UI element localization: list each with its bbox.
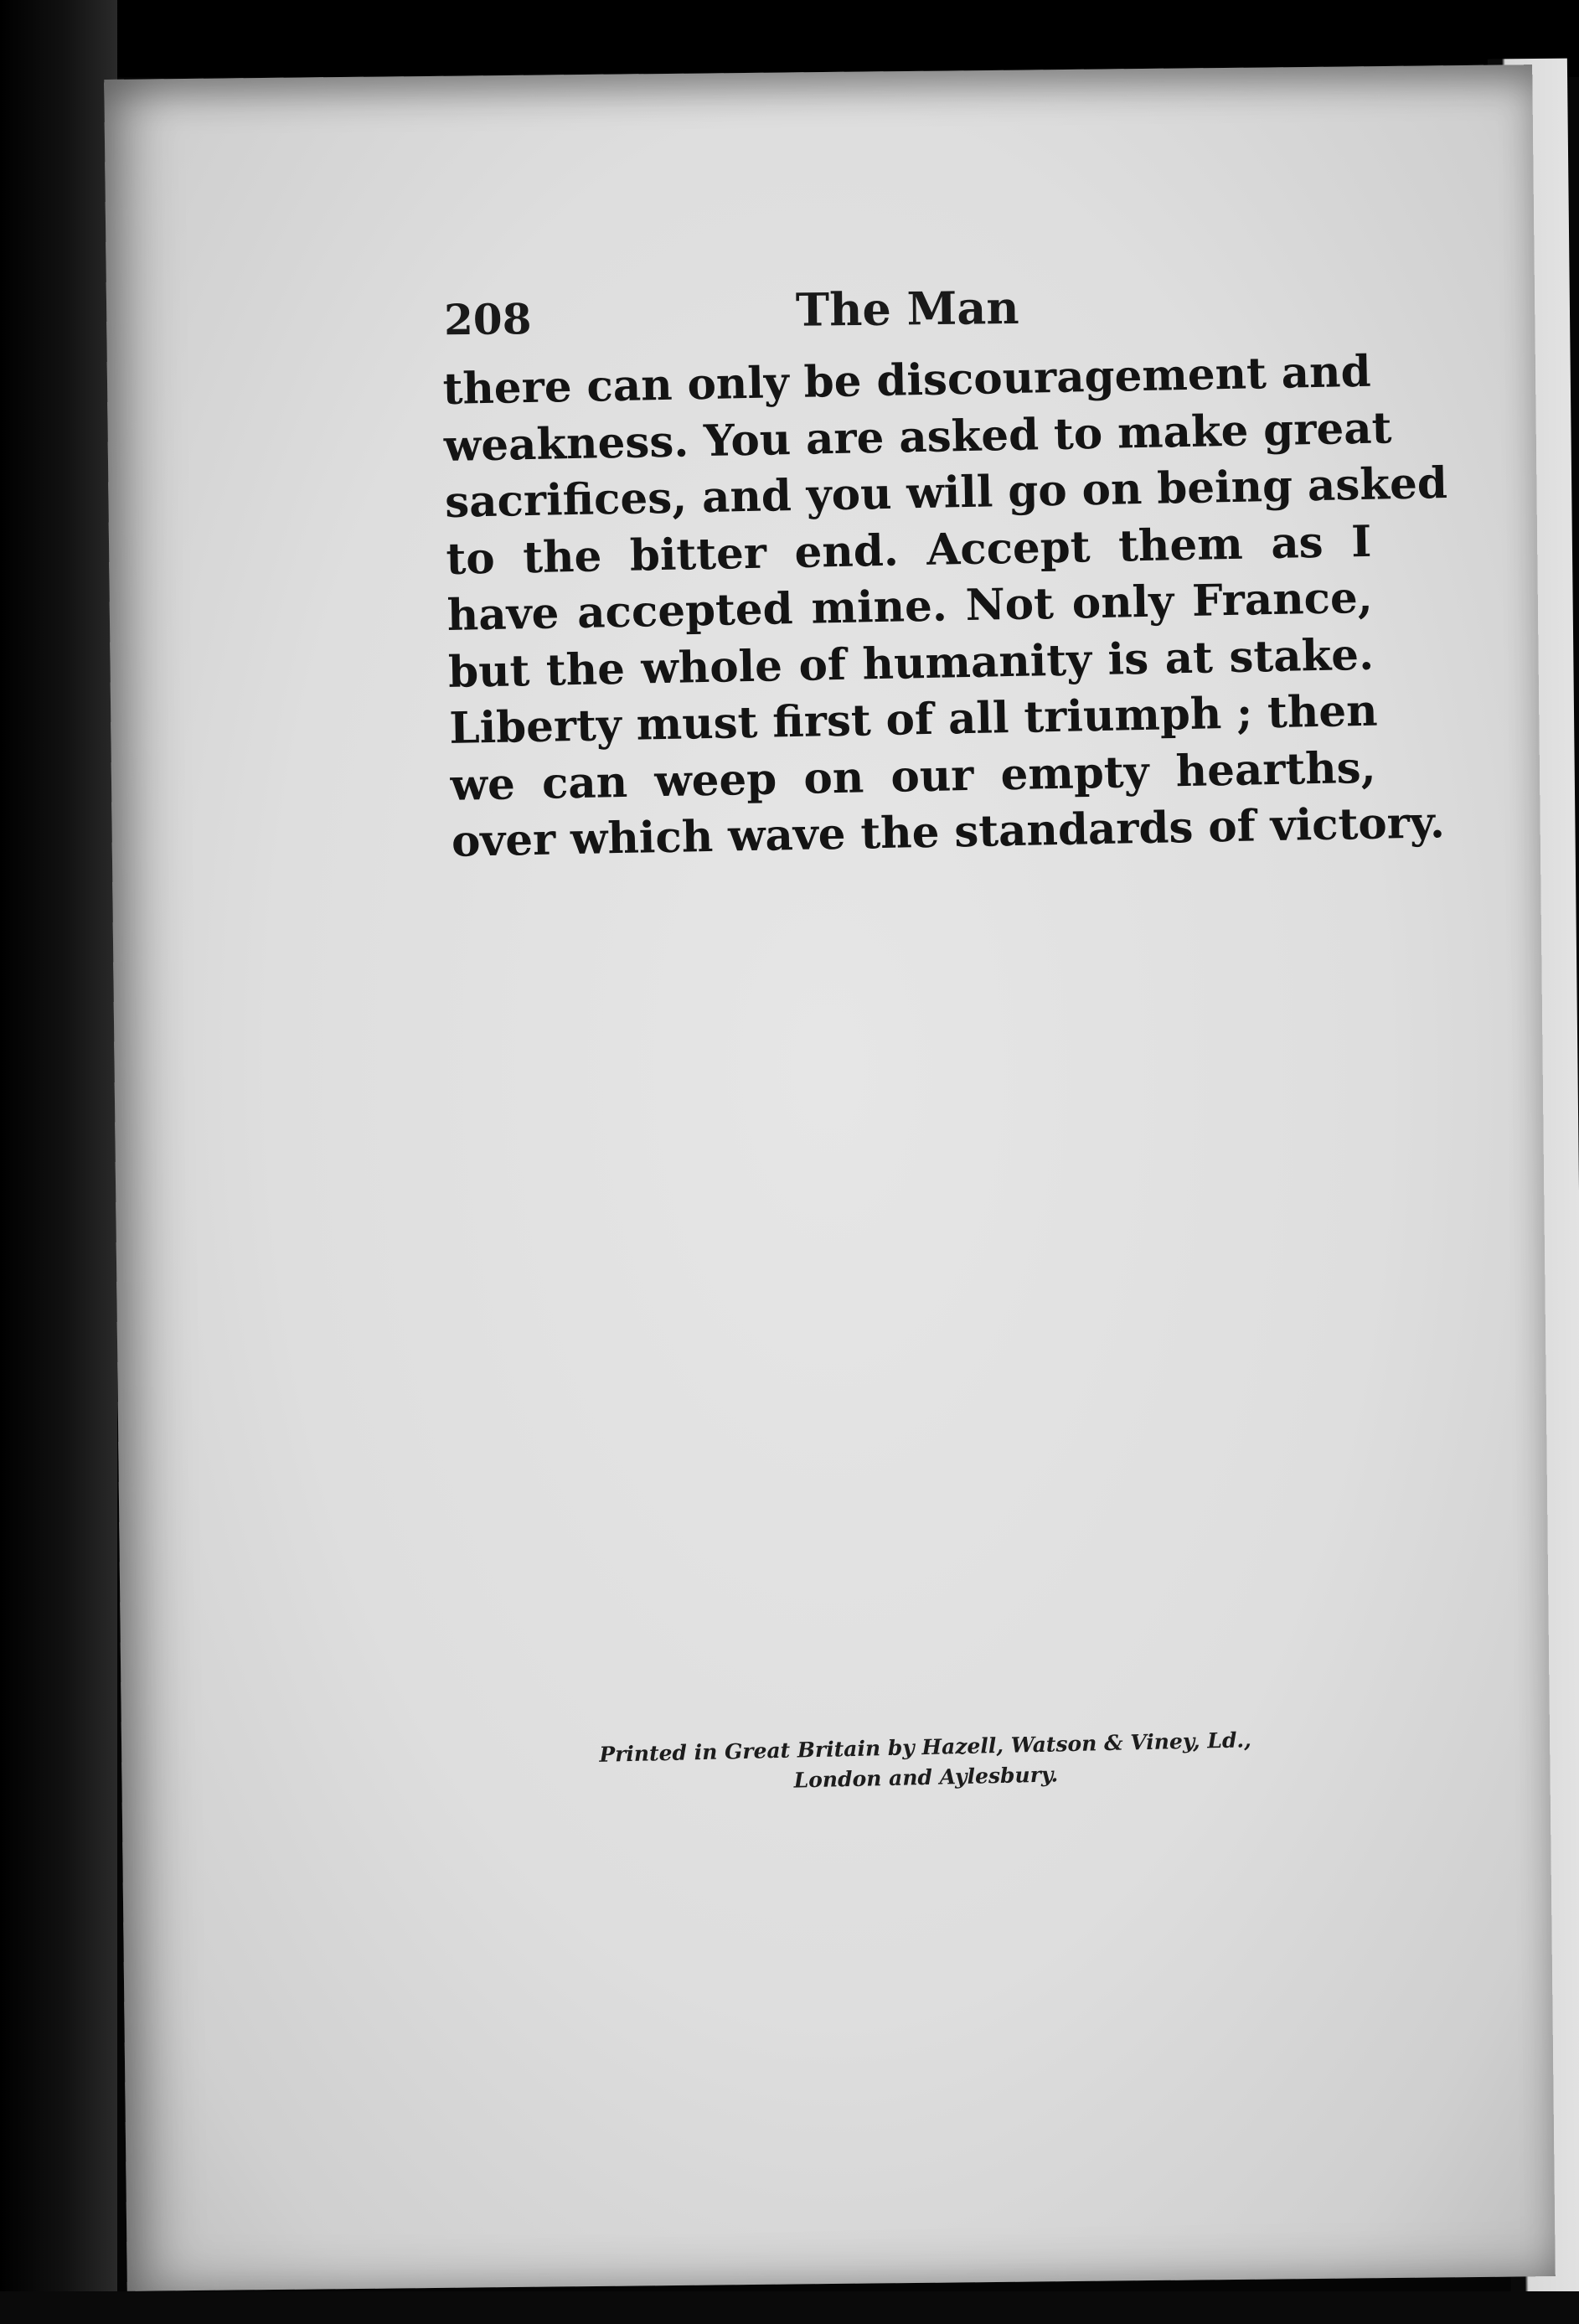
text-line: sacrifices, and you will go on being asked — [444, 458, 1448, 528]
text-line: weakness. You are asked to make great — [443, 402, 1392, 472]
imprint-line: London and Aylesbury. — [793, 1762, 1059, 1793]
imprint-line: Printed in Great Britain by Hazell, Watson & Viney, Ld., — [599, 1728, 1252, 1767]
scan-border-top — [0, 0, 1579, 77]
scan-border-bottom — [0, 2291, 1579, 2324]
running-head — [444, 280, 1115, 345]
text-line: Liberty must first of all triumph ; then — [448, 685, 1379, 754]
text-line: over which wave the standards of victory. — [451, 798, 1446, 867]
scan-border-left — [0, 0, 117, 2324]
text-line: but the whole of humanity is at stake. — [447, 629, 1375, 698]
page-number: 208 — [443, 294, 532, 345]
text-line: to the bitter end. Accept them as I — [445, 516, 1372, 585]
body-paragraph — [442, 344, 1448, 871]
text-line: we can weep on our empty hearths, — [450, 742, 1377, 811]
running-title: The Man — [795, 281, 1019, 337]
text-line: there can only be discouragement and — [442, 346, 1372, 415]
text-line: have accepted mine. Not only France, — [446, 572, 1374, 641]
